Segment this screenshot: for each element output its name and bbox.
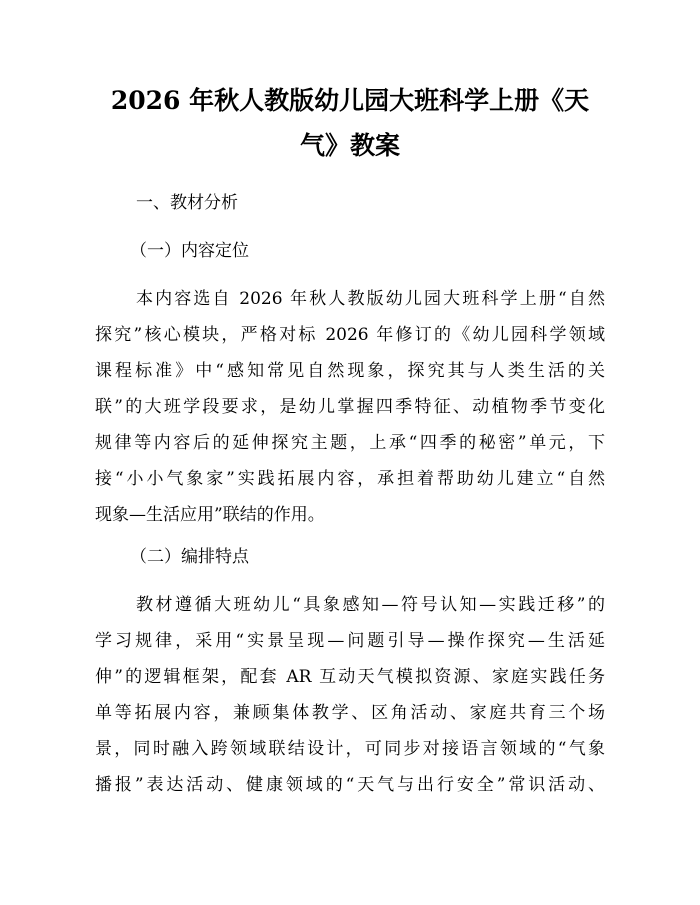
paragraph-1-line-2: 探究”核心模块，严格对标 2026 年修订的《幼儿园科学领域 xyxy=(95,325,605,345)
paragraph-2-line-4: 单等拓展内容，兼顾集体教学、区角活动、家庭共育三个场 xyxy=(95,703,605,723)
document-title-line-1: 2026 年秋人教版幼儿园大班科学上册《天 xyxy=(110,86,590,115)
paragraph-2-line-2: 学习规律，采用“实景呈现—问题引导—操作探究—生活延 xyxy=(95,631,605,651)
document-title-line-2: 气》教案 xyxy=(299,131,400,160)
subsection-heading-content-positioning: （一）内容定位 xyxy=(130,241,249,261)
paragraph-1-line-6: 接“小小气象家”实践拓展内容，承担着帮助幼儿建立“自然 xyxy=(95,469,605,489)
paragraph-1-line-4: 联”的大班学段要求，是幼儿掌握四季特征、动植物季节变化 xyxy=(95,397,605,417)
paragraph-1-line-1: 本内容选自 2026 年秋人教版幼儿园大班科学上册“自然 xyxy=(136,289,605,309)
paragraph-2-line-3: 伸”的逻辑框架，配套 AR 互动天气模拟资源、家庭实践任务 xyxy=(95,667,605,687)
section-heading-textbook-analysis: 一、教材分析 xyxy=(136,193,238,213)
subsection-heading-layout-features: （二）编排特点 xyxy=(130,547,249,567)
paragraph-1-line-3: 课程标准》中“感知常见自然现象，探究其与人类生活的关 xyxy=(95,361,605,381)
paragraph-1-line-7: 现象—生活应用”联结的作用。 xyxy=(95,505,325,525)
paragraph-2-line-6: 播报”表达活动、健康领域的“天气与出行安全”常识活动、 xyxy=(95,775,605,795)
paragraph-2-line-1: 教材遵循大班幼儿“具象感知—符号认知—实践迁移”的 xyxy=(136,595,605,615)
paragraph-2-line-5: 景，同时融入跨领域联结设计，可同步对接语言领域的“气象 xyxy=(95,739,605,759)
paragraph-1-line-5: 规律等内容后的延伸探究主题，上承“四季的秘密”单元，下 xyxy=(95,433,605,453)
